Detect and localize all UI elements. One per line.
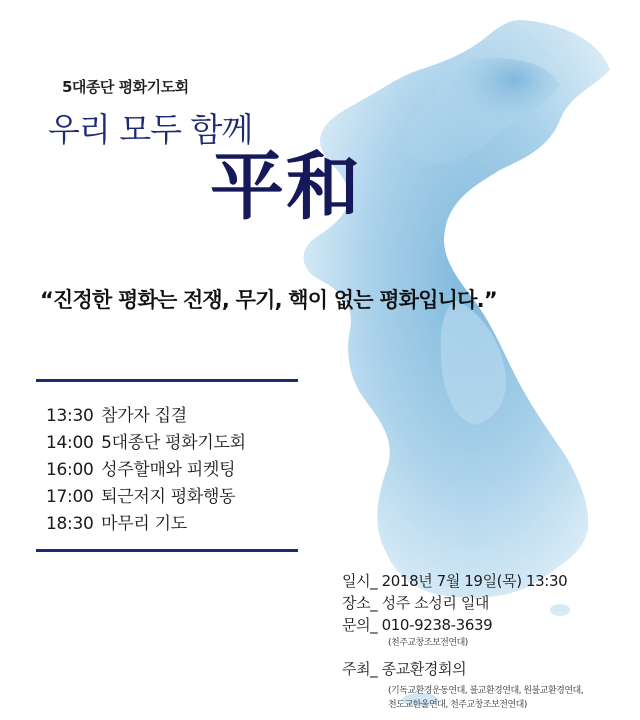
schedule-event: 퇴근저지 평화행동 — [101, 487, 236, 507]
schedule-time: 13:30 — [46, 406, 94, 426]
schedule-event: 5대종단 평화기도회 — [101, 433, 246, 453]
schedule-time: 17:00 — [46, 487, 94, 507]
peace-hanja-title: 平和 — [210, 144, 362, 230]
event-subtitle: 5대종단 평화기도회 — [62, 78, 189, 96]
schedule-event: 참가자 집결 — [101, 406, 187, 426]
contact-organization: (천주교창조보전연대) — [388, 638, 468, 648]
schedule-item — [46, 430, 246, 457]
schedule-event: 마무리 기도 — [101, 514, 187, 534]
peace-quote: “진정한 평화는 전쟁, 무기, 핵이 없는 평화입니다.” — [40, 288, 497, 312]
event-contact: 문의_ 010-9238-3639 — [342, 616, 493, 634]
schedule-item — [46, 403, 246, 430]
event-info-block — [342, 570, 583, 712]
schedule-item — [46, 511, 246, 538]
schedule-time: 18:30 — [46, 514, 94, 534]
host-members-line-2: 천도교한울연대, 천주교창조보전연대) — [388, 700, 527, 710]
schedule-bottom-divider — [36, 549, 298, 552]
schedule-top-divider — [36, 379, 298, 382]
schedule-time: 16:00 — [46, 460, 94, 480]
schedule-item — [46, 457, 246, 484]
headline: 우리 모두 함께 — [48, 110, 253, 149]
event-datetime: 일시_ 2018년 7월 19일(목) 13:30 — [342, 572, 568, 590]
host-members-line-1: (기독교환경운동연대, 불교환경연대, 원불교환경연대, — [388, 686, 584, 696]
schedule-time: 14:00 — [46, 433, 94, 453]
schedule-item — [46, 484, 246, 511]
event-place: 장소_ 성주 소성리 일대 — [342, 594, 490, 612]
event-host: 주최_ 종교환경회의 — [342, 660, 467, 678]
schedule-list — [46, 403, 246, 538]
schedule-event: 성주할매와 피켓팅 — [101, 460, 236, 480]
